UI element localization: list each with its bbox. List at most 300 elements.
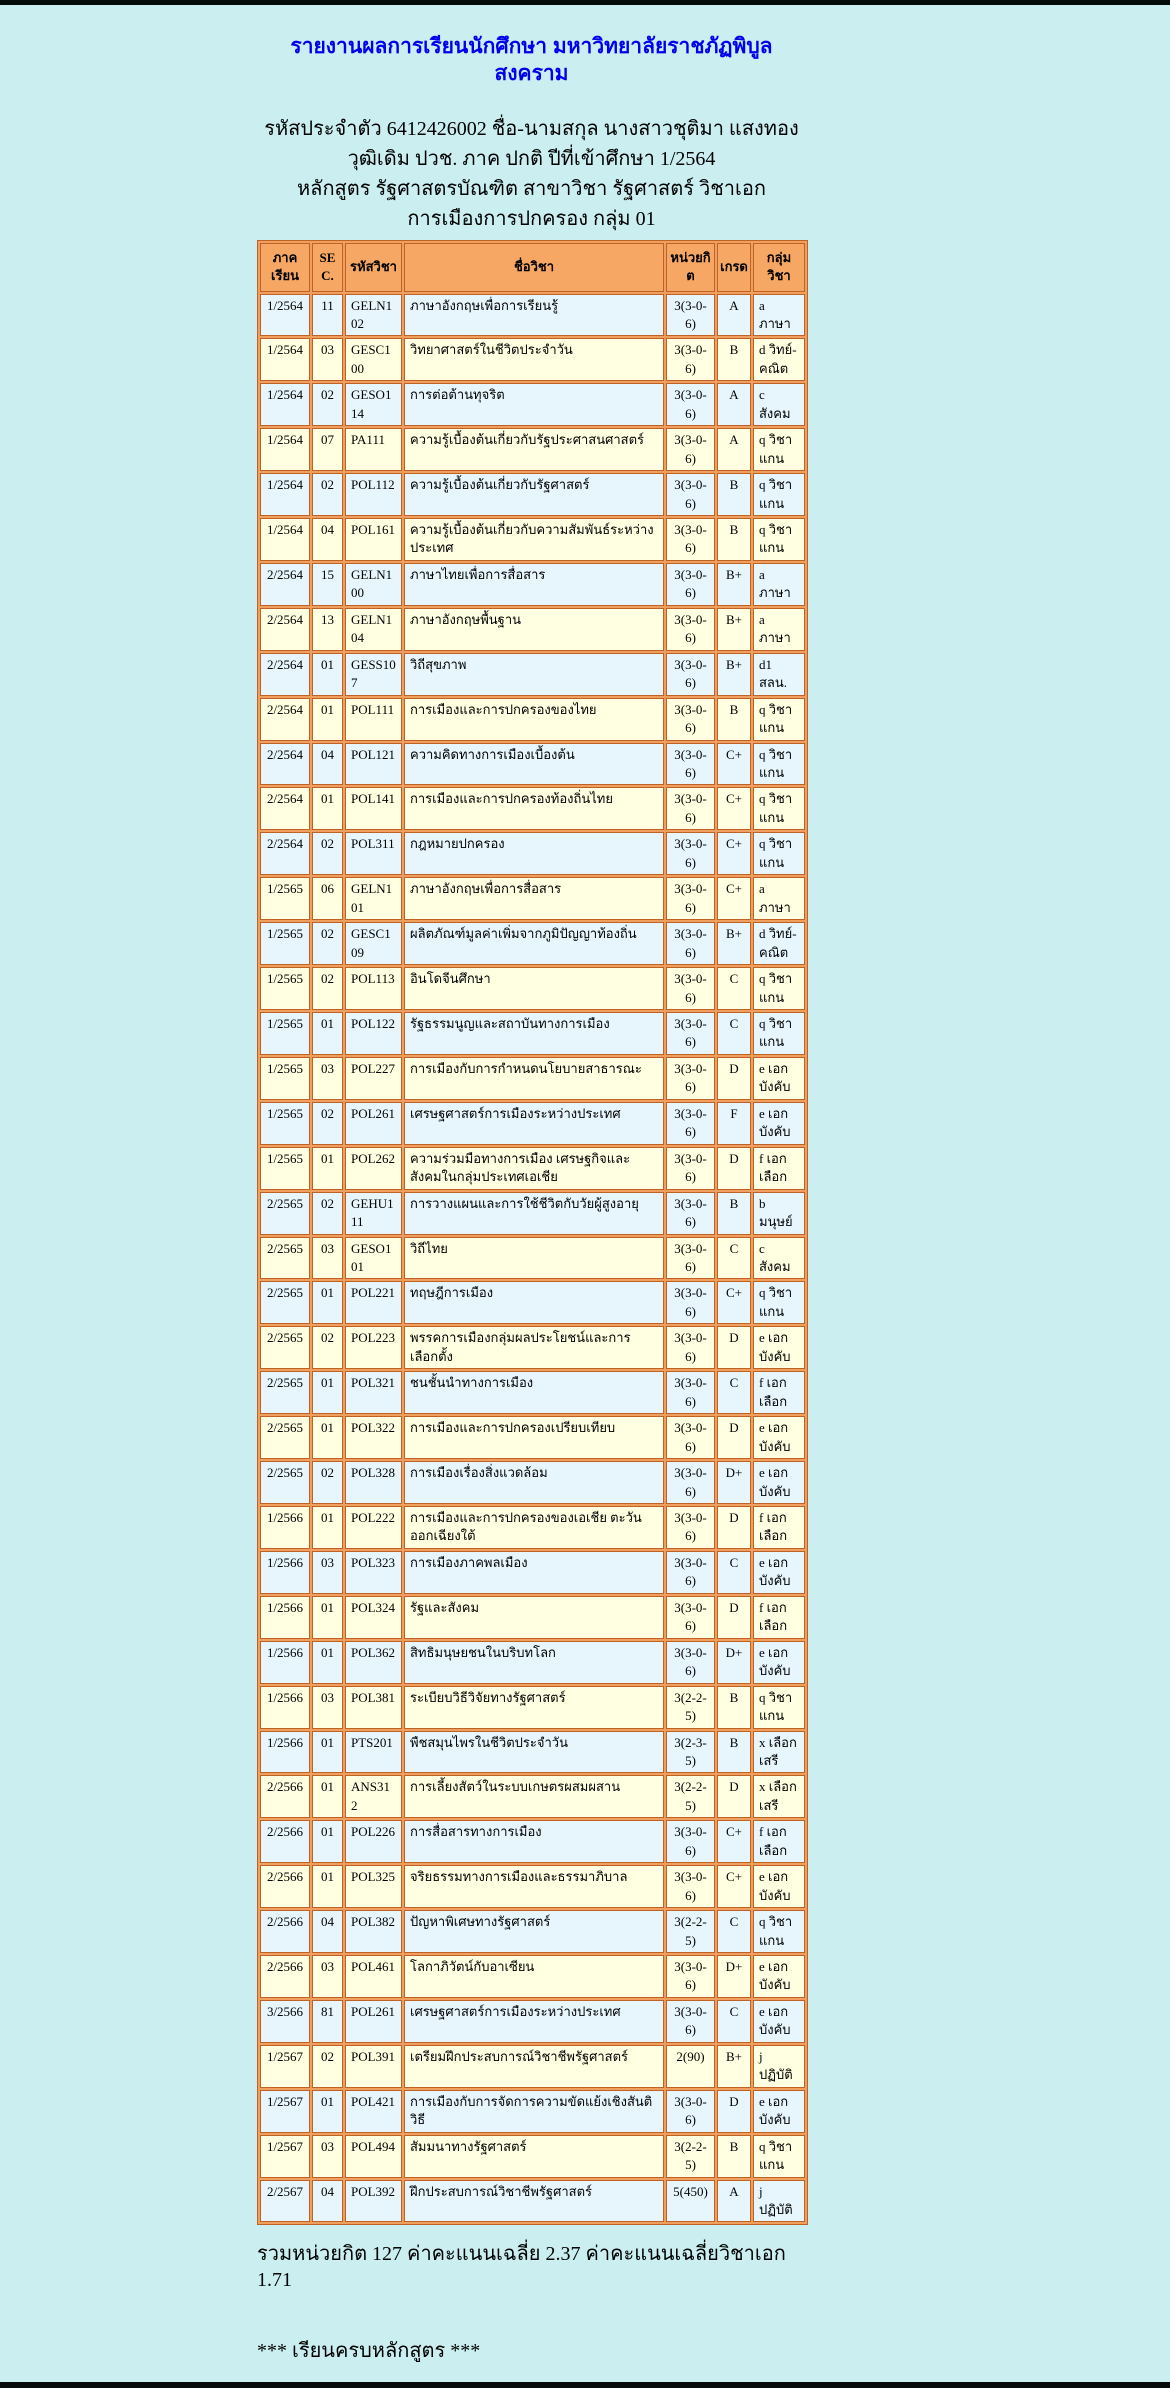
cell-code: POL112 [345,473,402,516]
header-section: SEC. [312,243,343,292]
cell-name: การเมืองกับการจัดการความขัดแย้งเชิงสันติวิธี [404,2090,664,2133]
cell-code: GESO101 [345,1237,402,1280]
cell-name: ทฤษฎีการเมือง [404,1281,664,1324]
table-row [260,428,805,471]
cell-name: รัฐและสังคม [404,1596,664,1639]
cell-term: 2/2564 [260,832,310,875]
table-row [260,608,805,651]
cell-group: q วิชาแกน [753,518,805,561]
cell-group: q วิชาแกน [753,473,805,516]
cell-credits: 3(3-0-6) [666,1506,715,1549]
cell-group: q วิชาแกน [753,428,805,471]
cell-group: q วิชาแกน [753,743,805,786]
cell-credits: 3(3-0-6) [666,563,715,606]
cell-name: ความคิดทางการเมืองเบื้องต้น [404,743,664,786]
cell-code: POL262 [345,1147,402,1190]
cell-code: POL111 [345,698,402,741]
cell-section: 01 [312,1865,343,1908]
cell-section: 15 [312,563,343,606]
cell-code: GESS107 [345,653,402,696]
table-row [260,1461,805,1504]
grades-table-body [260,294,805,2223]
table-row [260,518,805,561]
cell-group: a ภาษา [753,877,805,920]
cell-name: สิทธิมนุษยชนในบริบทโลก [404,1641,664,1684]
cell-group: e เอกบังคับ [753,2090,805,2133]
cell-name: เตรียมฝึกประสบการณ์วิชาชีพรัฐศาสตร์ [404,2045,664,2088]
cell-grade: C+ [717,787,751,830]
cell-grade: C+ [717,1820,751,1863]
cell-section: 01 [312,1416,343,1459]
cell-grade: B [717,1686,751,1729]
cell-name: ภาษาอังกฤษเพื่อการเรียนรู้ [404,294,664,337]
cell-credits: 3(3-0-6) [666,1551,715,1594]
cell-group: f เอกเลือก [753,1506,805,1549]
cell-section: 07 [312,428,343,471]
cell-credits: 3(3-0-6) [666,1102,715,1145]
cell-name: การสื่อสารทางการเมือง [404,1820,664,1863]
cell-group: e เอกบังคับ [753,1461,805,1504]
cell-code: POL324 [345,1596,402,1639]
cell-section: 01 [312,698,343,741]
cell-term: 1/2564 [260,294,310,337]
cell-credits: 3(3-0-6) [666,1192,715,1235]
cell-term: 2/2565 [260,1281,310,1324]
cell-code: POL421 [345,2090,402,2133]
cell-name: สัมมนาทางรัฐศาสตร์ [404,2135,664,2178]
table-row [260,1012,805,1055]
table-row [260,1506,805,1549]
cell-term: 1/2565 [260,922,310,965]
cell-term: 2/2564 [260,787,310,830]
cell-grade: B [717,338,751,381]
cell-credits: 3(3-0-6) [666,877,715,920]
cell-grade: C+ [717,1865,751,1908]
grades-table-header [260,243,805,292]
cell-section: 81 [312,2000,343,2043]
cell-code: GESC100 [345,338,402,381]
cell-section: 11 [312,294,343,337]
cell-name: จริยธรรมทางการเมืองและธรรมาภิบาล [404,1865,664,1908]
cell-code: POL323 [345,1551,402,1594]
cell-group: f เอกเลือก [753,1371,805,1414]
cell-group: e เอกบังคับ [753,1416,805,1459]
cell-term: 1/2567 [260,2135,310,2178]
cell-group: e เอกบังคับ [753,2000,805,2043]
cell-grade: C [717,1012,751,1055]
table-row [260,1820,805,1863]
cell-credits: 3(3-0-6) [666,832,715,875]
cell-credits: 3(3-0-6) [666,653,715,696]
cell-name: อินโดจีนศึกษา [404,967,664,1010]
cell-name: วิถีไทย [404,1237,664,1280]
cell-credits: 3(3-0-6) [666,1461,715,1504]
cell-term: 1/2564 [260,428,310,471]
cell-section: 03 [312,1237,343,1280]
cell-credits: 3(2-2-5) [666,2135,715,2178]
cell-credits: 3(3-0-6) [666,698,715,741]
cell-code: POL325 [345,1865,402,1908]
cell-group: q วิชาแกน [753,1686,805,1729]
cell-group: f เอกเลือก [753,1820,805,1863]
cell-group: q วิชาแกน [753,1281,805,1324]
cell-section: 01 [312,1731,343,1774]
cell-section: 02 [312,967,343,1010]
cell-section: 04 [312,743,343,786]
table-row [260,1102,805,1145]
cell-name: การเลี้ยงสัตว์ในระบบเกษตรผสมผสาน [404,1775,664,1818]
cell-section: 02 [312,922,343,965]
table-row [260,338,805,381]
cell-term: 1/2564 [260,383,310,426]
cell-term: 1/2566 [260,1551,310,1594]
cell-term: 1/2565 [260,1147,310,1190]
table-row [260,743,805,786]
cell-grade: B+ [717,608,751,651]
cell-credits: 3(3-0-6) [666,518,715,561]
cell-credits: 3(3-0-6) [666,1326,715,1369]
cell-code: POL226 [345,1820,402,1863]
cell-grade: D [717,1147,751,1190]
cell-group: j ปฏิบัติ [753,2045,805,2088]
cell-term: 2/2566 [260,1955,310,1998]
cell-grade: D+ [717,1955,751,1998]
cell-section: 04 [312,1910,343,1953]
cell-name: การเมืองและการปกครองของไทย [404,698,664,741]
cell-term: 2/2565 [260,1192,310,1235]
cell-grade: D+ [717,1641,751,1684]
cell-credits: 3(3-0-6) [666,383,715,426]
cell-term: 1/2566 [260,1731,310,1774]
cell-name: ปัญหาพิเศษทางรัฐศาสตร์ [404,1910,664,1953]
table-row [260,1192,805,1235]
cell-term: 1/2565 [260,1102,310,1145]
cell-section: 02 [312,832,343,875]
cell-grade: B [717,698,751,741]
cell-code: GELN104 [345,608,402,651]
cell-term: 3/2566 [260,2000,310,2043]
cell-group: b มนุษย์ [753,1192,805,1235]
cell-credits: 3(2-2-5) [666,1910,715,1953]
cell-grade: C [717,1910,751,1953]
cell-code: POL311 [345,832,402,875]
cell-name: ความรู้เบื้องต้นเกี่ยวกับรัฐประศาสนศาสตร์ [404,428,664,471]
table-row [260,2180,805,2223]
cell-name: การเมืองภาคพลเมือง [404,1551,664,1594]
student-info-line1: รหัสประจำตัว 6412426002 ชื่อ-นามสกุล นางสาวชุติมา แสงทอง วุฒิเดิม ปวช. ภาค ปกติ ปีที่เข้าศึกษา 1/2564 [264,117,799,170]
cell-name: ระเบียบวิธีวิจัยทางรัฐศาสตร์ [404,1686,664,1729]
cell-code: POL161 [345,518,402,561]
cell-credits: 3(3-0-6) [666,922,715,965]
cell-grade: C+ [717,832,751,875]
cell-name: ภาษาอังกฤษเพื่อการสื่อสาร [404,877,664,920]
cell-group: x เลือกเสรี [753,1775,805,1818]
cell-term: 1/2566 [260,1506,310,1549]
table-row [260,1910,805,1953]
cell-code: GELN100 [345,563,402,606]
table-row [260,563,805,606]
cell-code: GESC109 [345,922,402,965]
header-group: กลุ่มวิชา [753,243,805,292]
cell-code: POL494 [345,2135,402,2178]
cell-term: 1/2565 [260,967,310,1010]
cell-credits: 3(3-0-6) [666,1012,715,1055]
cell-group: a ภาษา [753,563,805,606]
table-row [260,698,805,741]
cell-name: เศรษฐศาสตร์การเมืองระหว่างประเทศ [404,2000,664,2043]
cell-credits: 3(3-0-6) [666,1371,715,1414]
cell-section: 02 [312,1461,343,1504]
cell-grade: C+ [717,743,751,786]
cell-section: 02 [312,383,343,426]
cell-term: 2/2565 [260,1326,310,1369]
cell-section: 03 [312,1686,343,1729]
cell-term: 1/2565 [260,877,310,920]
cell-grade: B [717,2135,751,2178]
table-row [260,2045,805,2088]
cell-grade: A [717,428,751,471]
cell-group: e เอกบังคับ [753,1551,805,1594]
cell-code: POL221 [345,1281,402,1324]
table-row [260,1326,805,1369]
cell-group: f เอกเลือก [753,1147,805,1190]
table-row [260,1057,805,1100]
cell-group: e เอกบังคับ [753,1641,805,1684]
cell-grade: C+ [717,1281,751,1324]
cell-code: POL321 [345,1371,402,1414]
table-row [260,383,805,426]
cell-name: ผลิตภัณฑ์มูลค่าเพิ่มจากภูมิปัญญาท้องถิ่น [404,922,664,965]
cell-section: 01 [312,653,343,696]
cell-section: 04 [312,2180,343,2223]
cell-name: ภาษาอังกฤษพื้นฐาน [404,608,664,651]
cell-credits: 3(3-0-6) [666,1596,715,1639]
cell-grade: B+ [717,922,751,965]
cell-code: POL461 [345,1955,402,1998]
table-row [260,877,805,920]
cell-term: 1/2564 [260,518,310,561]
cell-group: e เอกบังคับ [753,1955,805,1998]
cell-name: ความรู้เบื้องต้นเกี่ยวกับความสัมพันธ์ระหว่างประเทศ [404,518,664,561]
table-row [260,473,805,516]
cell-group: e เอกบังคับ [753,1326,805,1369]
cell-credits: 3(3-0-6) [666,1865,715,1908]
cell-credits: 3(3-0-6) [666,1955,715,1998]
table-row [260,1641,805,1684]
cell-term: 2/2567 [260,2180,310,2223]
cell-name: วิทยาศาสตร์ในชีวิตประจำวัน [404,338,664,381]
student-info [257,114,806,234]
table-row [260,1551,805,1594]
cell-group: q วิชาแกน [753,1910,805,1953]
cell-term: 1/2566 [260,1641,310,1684]
cell-code: POL113 [345,967,402,1010]
cell-grade: C [717,1237,751,1280]
cell-code: POL362 [345,1641,402,1684]
cell-name: วิถีสุขภาพ [404,653,664,696]
cell-credits: 3(3-0-6) [666,428,715,471]
cell-name: โลกาภิวัตน์กับอาเซียน [404,1955,664,1998]
cell-term: 2/2564 [260,608,310,651]
cell-credits: 3(3-0-6) [666,338,715,381]
table-row [260,1147,805,1190]
cell-credits: 3(3-0-6) [666,608,715,651]
cell-grade: D [717,1416,751,1459]
cell-credits: 3(2-2-5) [666,1686,715,1729]
table-row [260,1731,805,1774]
cell-credits: 3(3-0-6) [666,787,715,830]
cell-section: 02 [312,473,343,516]
cell-credits: 3(3-0-6) [666,743,715,786]
cell-section: 03 [312,1955,343,1998]
cell-group: c สังคม [753,383,805,426]
cell-credits: 3(3-0-6) [666,2000,715,2043]
cell-grade: B [717,473,751,516]
cell-code: POL328 [345,1461,402,1504]
cell-grade: C [717,967,751,1010]
cell-group: d วิทย์-คณิต [753,922,805,965]
cell-grade: D [717,1326,751,1369]
cell-code: POL223 [345,1326,402,1369]
cell-section: 01 [312,1012,343,1055]
cell-section: 01 [312,1506,343,1549]
cell-credits: 2(90) [666,2045,715,2088]
cell-code: GEHU111 [345,1192,402,1235]
cell-term: 2/2566 [260,1910,310,1953]
cell-name: เศรษฐศาสตร์การเมืองระหว่างประเทศ [404,1102,664,1145]
cell-section: 13 [312,608,343,651]
cell-term: 2/2565 [260,1371,310,1414]
cell-credits: 3(2-3-5) [666,1731,715,1774]
cell-name: ความรู้เบื้องต้นเกี่ยวกับรัฐศาสตร์ [404,473,664,516]
cell-grade: B [717,518,751,561]
header-credits: หน่วยกิต [666,243,715,292]
cell-section: 02 [312,1102,343,1145]
table-row [260,1237,805,1280]
table-row [260,1371,805,1414]
cell-term: 1/2564 [260,473,310,516]
cell-code: POL227 [345,1057,402,1100]
table-row [260,1955,805,1998]
cell-group: f เอกเลือก [753,1596,805,1639]
cell-grade: A [717,383,751,426]
table-row [260,832,805,875]
table-row [260,2090,805,2133]
cell-group: q วิชาแกน [753,698,805,741]
cell-section: 01 [312,1596,343,1639]
table-row [260,787,805,830]
cell-name: พืชสมุนไพรในชีวิตประจำวัน [404,1731,664,1774]
cell-term: 2/2566 [260,1865,310,1908]
cell-name: ฝึกประสบการณ์วิชาชีพรัฐศาสตร์ [404,2180,664,2223]
cell-section: 02 [312,1326,343,1369]
cell-section: 01 [312,1775,343,1818]
cell-name: กฎหมายปกครอง [404,832,664,875]
cell-code: PA111 [345,428,402,471]
cell-group: e เอกบังคับ [753,1057,805,1100]
cell-grade: D [717,1596,751,1639]
header-row [260,243,805,292]
cell-term: 1/2564 [260,338,310,381]
student-info-line2: หลักสูตร รัฐศาสตรบัณฑิต สาขาวิชา รัฐศาสตร์ วิชาเอก การเมืองการปกครอง กลุ่ม 01 [297,177,766,230]
table-row [260,2135,805,2178]
cell-credits: 3(3-0-6) [666,967,715,1010]
table-row [260,653,805,696]
cell-credits: 3(3-0-6) [666,294,715,337]
cell-grade: B+ [717,563,751,606]
cell-name: การเมืองและการปกครองท้องถิ่นไทย [404,787,664,830]
cell-grade: B [717,1731,751,1774]
cell-term: 1/2566 [260,1596,310,1639]
cell-code: GELN102 [345,294,402,337]
cell-section: 01 [312,2090,343,2133]
cell-grade: C [717,1551,751,1594]
cell-code: PTS201 [345,1731,402,1774]
cell-term: 1/2567 [260,2045,310,2088]
cell-section: 03 [312,338,343,381]
cell-grade: D+ [717,1461,751,1504]
cell-term: 2/2565 [260,1237,310,1280]
bottom-border-bar [0,2382,1170,2388]
cell-group: x เลือกเสรี [753,1731,805,1774]
cell-term: 2/2565 [260,1461,310,1504]
cell-section: 01 [312,1147,343,1190]
cell-grade: B [717,1192,751,1235]
cell-code: POL392 [345,2180,402,2223]
cell-name: การเมืองเรื่องสิ่งแวดล้อม [404,1461,664,1504]
cell-section: 02 [312,1192,343,1235]
cell-grade: F [717,1102,751,1145]
cell-credits: 3(3-0-6) [666,1147,715,1190]
cell-credits: 3(3-0-6) [666,473,715,516]
cell-group: q วิชาแกน [753,787,805,830]
cell-term: 2/2565 [260,1416,310,1459]
cell-section: 03 [312,2135,343,2178]
cell-section: 01 [312,1820,343,1863]
summary-line: รวมหน่วยกิต 127 ค่าคะแนนเฉลี่ย 2.37 ค่าคะแนนเฉลี่ยวิชาเอก 1.71 [257,2243,786,2292]
cell-section: 03 [312,1551,343,1594]
table-row [260,1865,805,1908]
cell-code: GESO114 [345,383,402,426]
cell-section: 01 [312,1641,343,1684]
cell-code: POL261 [345,1102,402,1145]
cell-name: การเมืองกับการกำหนดนโยบายสาธารณะ [404,1057,664,1100]
cell-group: q วิชาแกน [753,832,805,875]
table-row [260,294,805,337]
cell-credits: 3(3-0-6) [666,1057,715,1100]
cell-section: 01 [312,1371,343,1414]
cell-term: 1/2567 [260,2090,310,2133]
cell-term: 2/2564 [260,743,310,786]
cell-name: รัฐธรรมนูญและสถาบันทางการเมือง [404,1012,664,1055]
cell-code: GELN101 [345,877,402,920]
cell-group: a ภาษา [753,608,805,651]
cell-term: 1/2565 [260,1012,310,1055]
cell-code: POL391 [345,2045,402,2088]
header-name: ชื่อวิชา [404,243,664,292]
table-row [260,1596,805,1639]
table-row [260,2000,805,2043]
header-grade: เกรด [717,243,751,292]
cell-term: 1/2565 [260,1057,310,1100]
cell-section: 03 [312,1057,343,1100]
cell-group: q วิชาแกน [753,1012,805,1055]
table-row [260,1416,805,1459]
cell-section: 01 [312,787,343,830]
page-body [0,5,1170,2382]
cell-section: 04 [312,518,343,561]
cell-name: ภาษาไทยเพื่อการสื่อสาร [404,563,664,606]
